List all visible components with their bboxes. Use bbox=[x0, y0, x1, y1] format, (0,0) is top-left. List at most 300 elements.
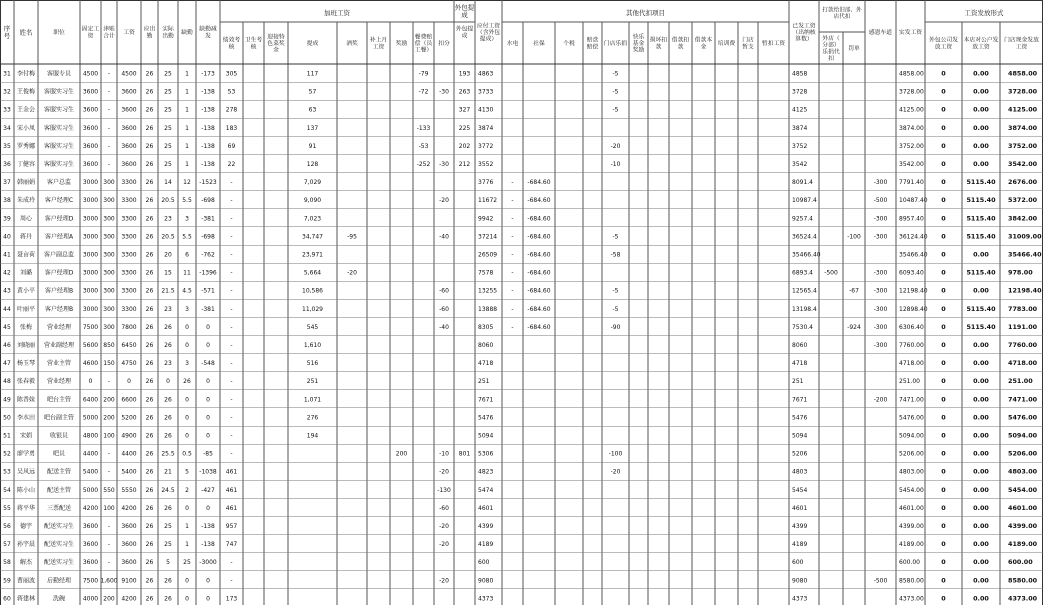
cell-allowance: - bbox=[107, 559, 111, 567]
cell-absence-deduct: -85 bbox=[203, 450, 213, 458]
cell-bank: 5115.40 bbox=[966, 232, 996, 241]
cell-cash: 4189.00 bbox=[1008, 540, 1038, 549]
cell-net: 4189.00 bbox=[899, 541, 924, 549]
cell-perf: 278 bbox=[225, 106, 238, 114]
cell-actual-days: 25 bbox=[164, 124, 172, 132]
cell-commission: 545 bbox=[306, 323, 319, 331]
cell-ext-company: 0 bbox=[941, 467, 946, 476]
cell-due-days: 26 bbox=[145, 341, 154, 349]
cell-name: 蒋建林 bbox=[16, 595, 36, 603]
cell-wage-before: 4858 bbox=[792, 70, 808, 78]
cell-actual-days: 14 bbox=[164, 179, 172, 187]
cell-name: 德宇 bbox=[19, 522, 33, 530]
header-absent: 缺勤 bbox=[181, 30, 193, 37]
cell-perf: - bbox=[230, 215, 233, 223]
cell-cash: 5372.00 bbox=[1008, 196, 1038, 205]
cell-wage-before: 6893.4 bbox=[792, 269, 813, 277]
cell-payable: 5476 bbox=[478, 414, 494, 422]
cell-utilities: - bbox=[511, 215, 514, 223]
cell-utilities: - bbox=[511, 179, 514, 187]
cell-position: 客服实习生 bbox=[43, 124, 75, 132]
cell-perf: - bbox=[230, 197, 233, 205]
cell-fixed-wage: 4000 bbox=[82, 595, 99, 603]
cell-car: -500 bbox=[873, 577, 888, 585]
cell-position: 洗碗 bbox=[52, 595, 66, 603]
cell-wage-before: 251 bbox=[792, 378, 804, 386]
cell-wine: -95 bbox=[347, 233, 357, 241]
cell-deduction: -60 bbox=[439, 504, 449, 512]
cell-fixed-wage: 3000 bbox=[82, 179, 99, 187]
cell-cash: 251.00 bbox=[1008, 377, 1033, 386]
cell-name: 宋小凤 bbox=[16, 124, 36, 132]
cell-seq: 48 bbox=[3, 378, 11, 386]
cell-due-days: 26 bbox=[145, 595, 154, 603]
cell-meal-fee: -252 bbox=[416, 160, 431, 168]
cell-allowance: 300 bbox=[103, 215, 115, 223]
cell-ext-company: 0 bbox=[941, 594, 946, 603]
cell-fixed-wage: 3000 bbox=[82, 287, 99, 295]
cell-bank: 0.00 bbox=[973, 123, 989, 132]
cell-absence-deduct: 0 bbox=[206, 378, 210, 386]
cell-fixed-wage: 4800 bbox=[82, 432, 99, 440]
cell-position: 配送实习生 bbox=[43, 541, 75, 549]
cell-wage-before: 8060 bbox=[792, 341, 808, 349]
cell-position: 客户经理D bbox=[44, 215, 74, 223]
cell-allowance: 100 bbox=[103, 504, 115, 512]
header-ot-sub: 迎接特 bbox=[267, 34, 285, 41]
cell-net: 600.00 bbox=[899, 559, 920, 567]
cell-social: -684.60 bbox=[527, 179, 551, 187]
cell-actual-days: 26 bbox=[164, 577, 172, 585]
cell-actual-days: 25 bbox=[164, 88, 172, 96]
cell-due-days: 26 bbox=[145, 233, 154, 241]
cell-ext-company: 0 bbox=[941, 232, 946, 241]
cell-fixed-wage: 3600 bbox=[82, 559, 99, 567]
cell-bank: 0.00 bbox=[973, 250, 989, 259]
cell-name: 罗秀娜 bbox=[16, 142, 36, 150]
cell-name: 陈香妹 bbox=[16, 396, 36, 404]
cell-absent: 12 bbox=[183, 179, 191, 187]
header-absence-deduct: 发 bbox=[205, 33, 211, 40]
cell-commission: 7,029 bbox=[303, 179, 322, 187]
cell-seq: 36 bbox=[3, 160, 11, 168]
cell-deduction: -40 bbox=[439, 233, 449, 241]
cell-net: 3728.00 bbox=[899, 88, 924, 96]
cell-payable: 9942 bbox=[478, 215, 494, 223]
cell-wage-before: 4803 bbox=[792, 468, 808, 476]
cell-position: 客服专员 bbox=[46, 70, 72, 78]
cell-seq: 35 bbox=[3, 142, 11, 150]
cell-absent: 1 bbox=[185, 522, 189, 530]
cell-car: -200 bbox=[873, 396, 888, 404]
cell-car: -300 bbox=[873, 341, 888, 349]
header-damage-fine: 款 bbox=[655, 44, 662, 51]
cell-wage: 3600 bbox=[121, 541, 137, 549]
cell-commission: 34,747 bbox=[302, 233, 323, 241]
cell-absence-deduct: -1523 bbox=[199, 179, 217, 187]
cell-actual-days: 25 bbox=[164, 522, 172, 530]
cell-store-music: -5 bbox=[612, 287, 619, 295]
cell-commission: 1,071 bbox=[303, 396, 322, 404]
cell-wage: 4200 bbox=[121, 504, 137, 512]
header-prev-month: 补上月 bbox=[369, 37, 388, 44]
cell-wage: 4900 bbox=[121, 432, 137, 440]
cell-old-sub: -924 bbox=[847, 323, 861, 331]
cell-social: -684.60 bbox=[527, 251, 551, 259]
cell-car: -300 bbox=[873, 269, 888, 277]
cell-ext-company: 0 bbox=[941, 377, 946, 386]
cell-payable: 3733 bbox=[478, 88, 494, 96]
cell-cash: 4803.00 bbox=[1008, 467, 1038, 476]
cell-old-sub: -100 bbox=[847, 233, 861, 241]
cell-ext-commission: 225 bbox=[458, 124, 471, 132]
cell-net: 4373.00 bbox=[899, 595, 924, 603]
cell-name: 朱成玲 bbox=[16, 197, 36, 205]
cell-social: -684.60 bbox=[527, 305, 551, 313]
cell-store-music: -100 bbox=[608, 450, 623, 458]
cell-position: 配送实习生 bbox=[43, 522, 75, 530]
cell-due-days: 26 bbox=[145, 504, 154, 512]
cell-absence-deduct: 0 bbox=[206, 323, 210, 331]
cell-absent: 0 bbox=[185, 595, 189, 603]
cell-fixed-wage: 6400 bbox=[82, 396, 99, 404]
cell-wage-before: 13198.4 bbox=[792, 305, 817, 313]
cell-commission: 7,023 bbox=[303, 215, 322, 223]
cell-net: 12198.40 bbox=[899, 287, 928, 295]
header-fixed-wage: 资 bbox=[87, 33, 94, 40]
cell-wage-before: 35466.40 bbox=[792, 251, 821, 259]
cell-perf: - bbox=[230, 577, 233, 585]
cell-store-music: -20 bbox=[610, 468, 621, 476]
cell-absence-deduct: -138 bbox=[201, 522, 215, 530]
cell-fixed-wage: 3000 bbox=[82, 305, 99, 313]
header-personal-tax: 个税 bbox=[563, 41, 575, 48]
cell-deduction: -20 bbox=[439, 468, 449, 476]
cell-ext-company: 0 bbox=[941, 286, 946, 295]
cell-actual-days: 23 bbox=[164, 215, 172, 223]
overtime-group-header: 加班工资 bbox=[324, 9, 350, 17]
cell-wage-before: 3728 bbox=[792, 88, 808, 96]
header-other-meal: 赔盘 bbox=[586, 37, 599, 44]
cell-social: -684.60 bbox=[527, 323, 551, 331]
cell-net: 3752.00 bbox=[899, 142, 924, 150]
cell-due-days: 26 bbox=[145, 215, 154, 223]
cell-cash: 1191.00 bbox=[1008, 322, 1038, 331]
cell-deduction: -30 bbox=[439, 160, 449, 168]
cell-absence-deduct: 0 bbox=[206, 396, 210, 404]
cell-name: 解杰 bbox=[19, 559, 33, 567]
cell-wage: 5200 bbox=[121, 414, 137, 422]
cell-net: 7760.00 bbox=[899, 341, 924, 349]
cell-car: -300 bbox=[873, 179, 888, 187]
cell-actual-days: 21 bbox=[164, 468, 172, 476]
cell-due-days: 26 bbox=[145, 305, 154, 313]
cell-absent: 26 bbox=[183, 378, 191, 386]
cell-deduction: -60 bbox=[439, 305, 449, 313]
cell-position: 客户经理B bbox=[44, 287, 74, 295]
cell-ext-company: 0 bbox=[941, 576, 946, 585]
cell-payable: 9080 bbox=[478, 577, 494, 585]
cell-actual-days: 26 bbox=[164, 341, 172, 349]
cell-wage: 9100 bbox=[121, 577, 137, 585]
cell-actual-days: 20 bbox=[164, 251, 172, 259]
cell-seq: 54 bbox=[3, 486, 11, 494]
cell-wage: 3300 bbox=[121, 197, 137, 205]
cell-wage: 6600 bbox=[121, 396, 137, 404]
cell-absence-deduct: -1396 bbox=[199, 269, 217, 277]
cell-absent: 5.5 bbox=[182, 233, 192, 241]
cell-actual-days: 20.5 bbox=[161, 197, 175, 205]
cell-perf: 461 bbox=[225, 486, 238, 494]
cell-due-days: 26 bbox=[145, 142, 154, 150]
cell-net: 6093.40 bbox=[899, 269, 924, 277]
cell-perf: - bbox=[230, 559, 233, 567]
cell-car: -500 bbox=[873, 197, 888, 205]
cell-perf: - bbox=[230, 233, 233, 241]
cell-payable: 7671 bbox=[478, 396, 494, 404]
cell-name: 吴风远 bbox=[16, 468, 36, 476]
cell-net: 5476.00 bbox=[899, 414, 924, 422]
cell-name: 杨玉琴 bbox=[16, 360, 36, 368]
cell-absent: 2 bbox=[185, 486, 189, 494]
cell-commission: 11,029 bbox=[302, 305, 323, 313]
cell-due-days: 26 bbox=[145, 124, 154, 132]
cell-payable: 8305 bbox=[478, 323, 494, 331]
cell-due-days: 26 bbox=[145, 287, 154, 295]
header-other-meal: 赔偿 bbox=[586, 44, 599, 51]
cell-bank: 5115.40 bbox=[966, 268, 996, 277]
cell-allowance: - bbox=[107, 378, 111, 386]
cell-allowance: - bbox=[107, 124, 111, 132]
cell-social: -684.60 bbox=[527, 197, 551, 205]
cell-name: 宋娟 bbox=[19, 432, 33, 440]
cell-social: -684.60 bbox=[527, 215, 551, 223]
cell-absence-deduct: 0 bbox=[206, 595, 210, 603]
cell-meal-fee: -72 bbox=[418, 88, 429, 96]
header-wage-before: （出纳核 bbox=[792, 30, 816, 37]
cell-fixed-wage: 3600 bbox=[82, 142, 99, 150]
cell-wage: 5400 bbox=[121, 468, 137, 476]
cell-commission: 57 bbox=[308, 88, 317, 96]
cell-bank: 5115.40 bbox=[966, 214, 996, 223]
cell-name: 聂亩荷 bbox=[16, 251, 36, 259]
ext-group-header: 成 bbox=[461, 11, 468, 20]
cell-name: 陈小山 bbox=[16, 486, 36, 494]
cell-perf: 461 bbox=[225, 468, 238, 476]
header-temp-deduct: 暂扣工资 bbox=[761, 41, 786, 48]
cell-due-days: 26 bbox=[145, 251, 154, 259]
cell-allowance: 1,600 bbox=[100, 577, 118, 585]
cell-bank: 0.00 bbox=[973, 359, 989, 368]
cell-seq: 37 bbox=[3, 179, 11, 187]
cell-ext-commission: 327 bbox=[458, 106, 471, 114]
cell-bank: 5115.40 bbox=[966, 178, 996, 187]
cell-due-days: 26 bbox=[145, 468, 154, 476]
table-body bbox=[3, 69, 1042, 602]
cell-ext-company: 0 bbox=[941, 87, 946, 96]
cell-bank: 0.00 bbox=[973, 286, 989, 295]
cell-wage: 3300 bbox=[121, 251, 137, 259]
cell-absent: 1 bbox=[185, 142, 189, 150]
cell-commission: 128 bbox=[306, 160, 319, 168]
header-payable: 应付工资 bbox=[476, 23, 501, 30]
cell-bank: 0.00 bbox=[973, 413, 989, 422]
header-cash: 门店现金发放 bbox=[1004, 37, 1039, 44]
cell-net: 4718.00 bbox=[899, 360, 924, 368]
header-ext-company: 放工资 bbox=[934, 44, 953, 51]
cell-bank: 0.00 bbox=[973, 485, 989, 494]
cell-cash: 4399.00 bbox=[1008, 521, 1038, 530]
cell-absence-deduct: -3000 bbox=[199, 559, 217, 567]
cell-seq: 47 bbox=[3, 360, 11, 368]
cell-actual-days: 25 bbox=[164, 106, 172, 114]
cell-bank: 0.00 bbox=[973, 69, 989, 78]
cell-actual-days: 26 bbox=[164, 504, 172, 512]
cell-wage-before: 4718 bbox=[792, 360, 808, 368]
cell-wage-before: 4125 bbox=[792, 106, 808, 114]
cell-wage-before: 4399 bbox=[792, 522, 808, 530]
cell-utilities: - bbox=[511, 305, 514, 313]
cell-absence-deduct: -138 bbox=[201, 124, 215, 132]
cell-cash: 3874.00 bbox=[1008, 123, 1038, 132]
cell-net: 251.00 bbox=[899, 378, 920, 386]
cell-actual-days: 20.5 bbox=[161, 233, 175, 241]
cell-seq: 59 bbox=[3, 577, 11, 585]
cell-ext-company: 0 bbox=[941, 558, 946, 567]
cell-cash: 5206.00 bbox=[1008, 449, 1038, 458]
cell-transfer-detail: -500 bbox=[824, 269, 838, 277]
cell-car: -300 bbox=[873, 305, 888, 313]
cell-payable: 251 bbox=[478, 378, 490, 386]
cell-due-days: 26 bbox=[145, 323, 154, 331]
cell-deduction: -20 bbox=[439, 522, 449, 530]
cell-absence-deduct: -698 bbox=[201, 233, 215, 241]
cell-perf: 305 bbox=[225, 70, 238, 78]
cell-name: 张梅 bbox=[19, 323, 33, 331]
cell-due-days: 26 bbox=[145, 160, 154, 168]
cell-wage-before: 10987.4 bbox=[792, 197, 817, 205]
cell-commission: 276 bbox=[306, 414, 319, 422]
cell-actual-days: 0 bbox=[166, 378, 170, 386]
cell-fixed-wage: 3600 bbox=[82, 160, 99, 168]
cell-ext-company: 0 bbox=[941, 178, 946, 187]
cell-cash: 8580.00 bbox=[1008, 576, 1038, 585]
cell-wage: 3600 bbox=[121, 522, 137, 530]
cell-perf: - bbox=[230, 251, 233, 259]
cell-name: 丁健容 bbox=[16, 160, 36, 168]
cell-ext-company: 0 bbox=[941, 540, 946, 549]
cell-net: 5094.00 bbox=[899, 432, 924, 440]
cell-car: -300 bbox=[873, 233, 888, 241]
header-social: 社保 bbox=[533, 41, 545, 48]
cell-absence-deduct: -381 bbox=[201, 215, 215, 223]
cell-payable: 3552 bbox=[478, 160, 494, 168]
cell-seq: 52 bbox=[3, 450, 11, 458]
cell-fixed-wage: 3600 bbox=[82, 124, 99, 132]
cell-absence-deduct: -138 bbox=[201, 106, 215, 114]
cell-fixed-wage: 5400 bbox=[82, 468, 99, 476]
cell-wage-before: 5094 bbox=[792, 432, 808, 440]
cell-seq: 40 bbox=[3, 233, 11, 241]
cell-fixed-wage: 7500 bbox=[82, 577, 99, 585]
header-meal-fee: 工餐） bbox=[414, 47, 433, 54]
cell-allowance: 300 bbox=[103, 179, 115, 187]
cell-ext-company: 0 bbox=[941, 521, 946, 530]
cell-store-music: -5 bbox=[612, 305, 619, 313]
cell-absence-deduct: 0 bbox=[206, 504, 210, 512]
cell-actual-days: 25 bbox=[164, 541, 172, 549]
cell-cash: 4858.00 bbox=[1008, 69, 1038, 78]
cell-perf: - bbox=[230, 378, 233, 386]
cell-allowance: - bbox=[107, 142, 111, 150]
cell-actual-days: 21.5 bbox=[161, 287, 175, 295]
header-perf: 核 bbox=[228, 44, 235, 51]
cell-ext-company: 0 bbox=[941, 141, 946, 150]
cell-payable: 4823 bbox=[478, 468, 494, 476]
header-allowance: 津贴 bbox=[103, 26, 115, 33]
cell-seq: 60 bbox=[3, 595, 11, 603]
cell-wage: 3600 bbox=[121, 88, 137, 96]
cell-store-music: -5 bbox=[612, 88, 619, 96]
header-ot-sub: 金 bbox=[273, 47, 279, 54]
cell-perf: 69 bbox=[227, 142, 236, 150]
cell-due-days: 26 bbox=[145, 559, 154, 567]
cell-wage-before: 4373 bbox=[792, 595, 808, 603]
header-net: 实发工资 bbox=[898, 30, 923, 37]
cell-due-days: 26 bbox=[145, 179, 154, 187]
header-payable: （含外包 bbox=[476, 30, 501, 37]
cell-ext-company: 0 bbox=[941, 340, 946, 349]
cell-perf: - bbox=[230, 305, 233, 313]
cell-allowance: 550 bbox=[103, 486, 115, 494]
cell-position: 客户经理A bbox=[44, 233, 74, 241]
cell-due-days: 26 bbox=[145, 541, 154, 549]
cell-net: 3874.00 bbox=[899, 124, 924, 132]
cell-net: 5454.00 bbox=[899, 486, 924, 494]
transfer-group-header: 店代扣 bbox=[833, 14, 851, 21]
cell-absent: 0 bbox=[185, 396, 189, 404]
cell-ext-company: 0 bbox=[941, 214, 946, 223]
cell-wage: 4400 bbox=[121, 450, 137, 458]
cell-actual-days: 23 bbox=[164, 305, 172, 313]
cell-wage-before: 36524.4 bbox=[792, 233, 817, 241]
cell-wage: 3600 bbox=[121, 160, 137, 168]
header-fund: 快乐 bbox=[632, 34, 645, 41]
cell-cash: 12198.40 bbox=[1008, 286, 1042, 295]
cell-absence-deduct: 0 bbox=[206, 341, 210, 349]
cell-deduction: -20 bbox=[439, 541, 449, 549]
cell-wage: 7800 bbox=[121, 323, 137, 331]
cell-bank: 0.00 bbox=[973, 141, 989, 150]
cell-seq: 46 bbox=[3, 341, 11, 349]
cell-car: -300 bbox=[873, 215, 888, 223]
cell-due-days: 26 bbox=[145, 432, 154, 440]
cell-seq: 34 bbox=[3, 124, 11, 132]
cell-allowance: 300 bbox=[103, 233, 115, 241]
cell-seq: 33 bbox=[3, 106, 11, 114]
cell-absent: 1 bbox=[185, 160, 189, 168]
header-wine: 酒奖 bbox=[346, 41, 358, 48]
cell-seq: 38 bbox=[3, 197, 11, 205]
cell-due-days: 26 bbox=[145, 414, 154, 422]
cell-utilities: - bbox=[511, 287, 514, 295]
cell-seq: 42 bbox=[3, 269, 11, 277]
cell-fixed-wage: 3000 bbox=[82, 197, 99, 205]
cell-name: 王金会 bbox=[16, 106, 36, 114]
cell-utilities: - bbox=[511, 233, 514, 241]
cell-wage-before: 8091.4 bbox=[792, 179, 813, 187]
cell-fixed-wage: 4400 bbox=[82, 450, 99, 458]
